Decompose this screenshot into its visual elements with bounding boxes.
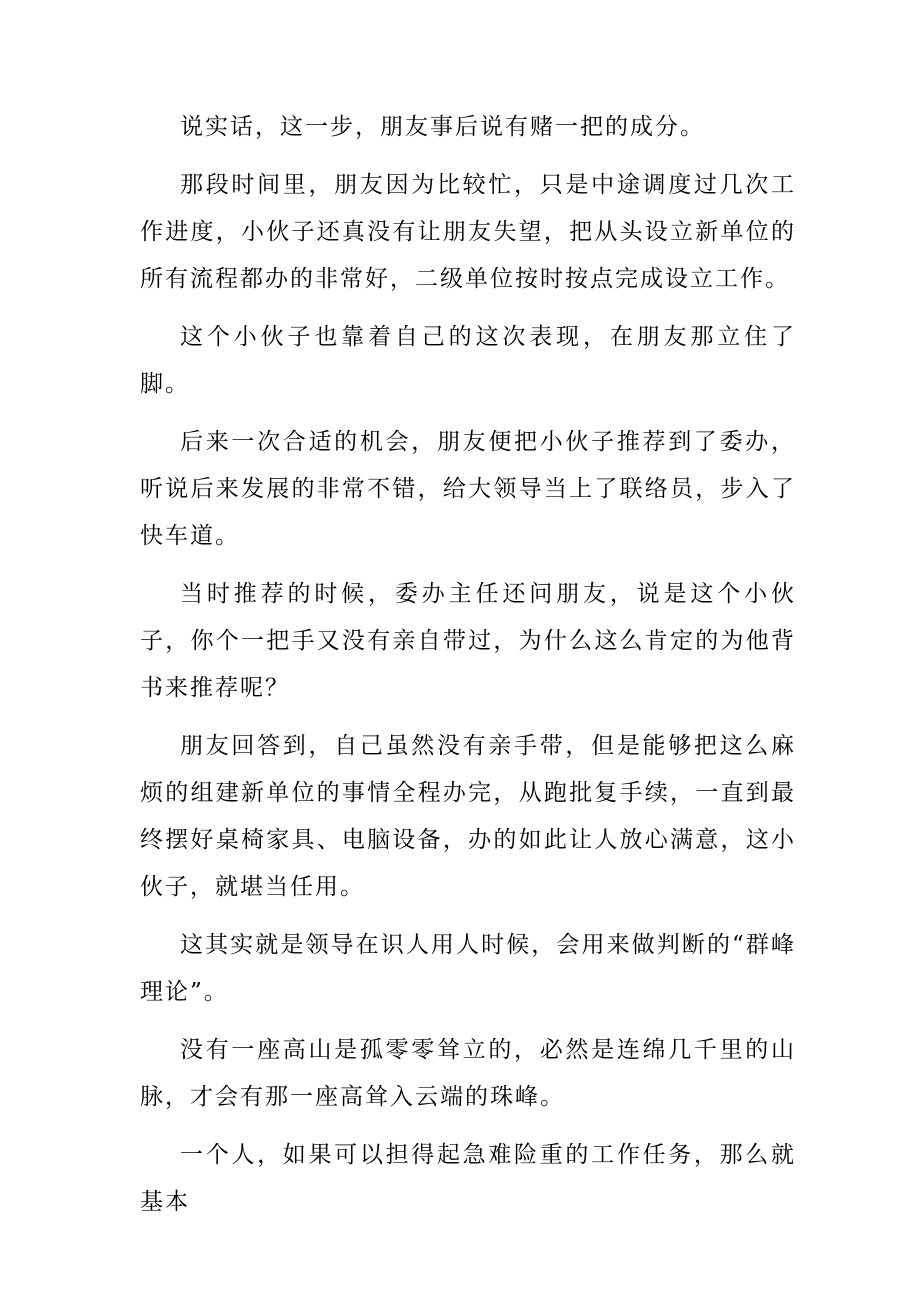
paragraph: 当时推荐的时候，委办主任还问朋友，说是这个小伙子，你个一把手又没有亲自带过，为什么这么肯定的为他背书来推荐呢？ [140,581,796,701]
paragraph: 后来一次合适的机会，朋友便把小伙子推荐到了委办，听说后来发展的非常不错，给大领导当上了联络员，步入了快车道。 [140,429,796,549]
paragraph: 那段时间里，朋友因为比较忙，只是中途调度过几次工作进度，小伙子还真没有让朋友失望，把从头设立新单位的所有流程都办的非常好，二级单位按时按点完成设立工作。 [140,172,796,292]
paragraph: 朋友回答到，自己虽然没有亲手带，但是能够把这么麻烦的组建新单位的事情全程办完，从跑批复手续，一直到最终摆好桌椅家具、电脑设备，办的如此让人放心满意，这小伙子，就堪当任用。 [140,733,796,900]
paragraph: 没有一座高山是孤零零耸立的，必然是连绵几千里的山脉，才会有那一座高耸入云端的珠峰。 [140,1037,796,1110]
paragraph: 这其实就是领导在识人用人时候，会用来做判断的“群峰理论”。 [140,932,796,1005]
paragraph: 这个小伙子也靠着自己的这次表现，在朋友那立住了脚。 [140,324,796,397]
paragraph: 说实话，这一步，朋友事后说有赌一把的成分。 [180,114,705,140]
article-body [140,104,796,1237]
paragraph: 一个人，如果可以担得起急难险重的工作任务，那么就基本 [140,1142,796,1215]
